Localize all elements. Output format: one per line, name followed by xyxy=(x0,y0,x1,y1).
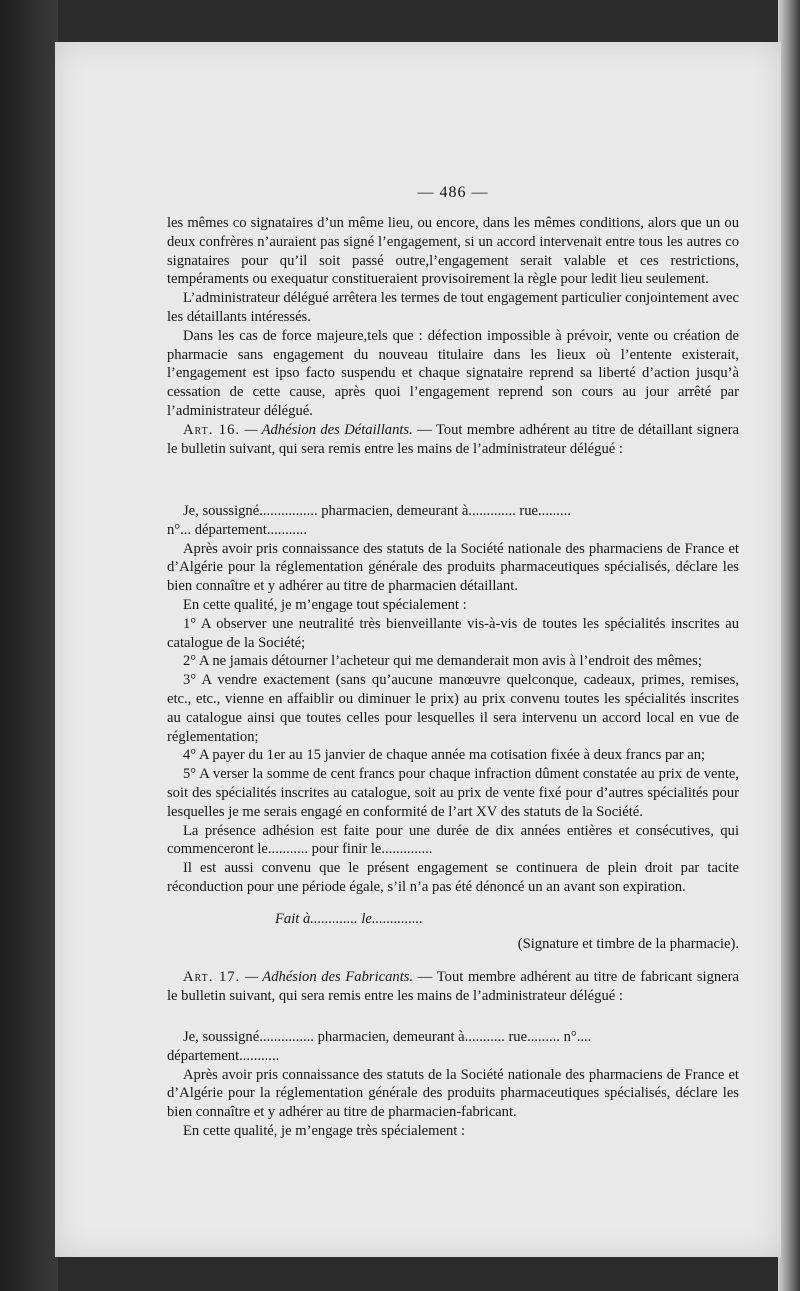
article-17-heading xyxy=(167,968,739,1006)
renewal-paragraph: Il est aussi convenu que le présent engagement se continuera de plein droit par tacite réconduction pour une période égale, s’il n’a pas été dénoncé un an avant son expiration. xyxy=(167,860,739,895)
article-17 xyxy=(167,968,739,1006)
form-line-name: Je, soussigné............... pharmacien, demeurant à........... rue......... n°.... xyxy=(183,1029,592,1045)
document-page xyxy=(55,42,781,1257)
scan-background-left xyxy=(0,0,58,1291)
article-17-intro: — Tout membre adhérent au titre de fabricant signera le bulletin suivant, qui sera remis entre les mains de l’administrateur délégué : xyxy=(167,969,739,1004)
article-16-heading xyxy=(167,421,739,459)
page-number: — 486 — xyxy=(417,184,489,201)
scan-page-edge-right xyxy=(778,0,800,1291)
article-16-title: — Adhésion des Détaillants. xyxy=(244,421,413,438)
duration-paragraph: La présence adhésion est faite pour une durée de dix années entières et consécutives, qui commenceront le........... pour finir le.............. xyxy=(167,822,739,858)
paragraph-force-majeure: Dans les cas de force majeure,tels que : défection impossible à prévoir, vente ou création de pharmacie sans engagement du nouveau titulaire dans les lieux où l’entente existerait, l’engagement est ipso facto suspendu et chaque signataire reprend sa liberté d’action jusqu’à cessation de cette cause, après quoi l’engagement reprend son cours au jour arrêté par l’administrateur délégué. xyxy=(167,327,739,419)
declaration-paragraph: Après avoir pris connaissance des statuts de la Société nationale des pharmaciens de France et d’Algérie pour la réglementation générale des produits pharmaceutiques spécialisés, déclare les bien connaître et y adhérer au titre de pharmacien-fabricant. xyxy=(167,1066,739,1121)
engagement-item-5: 5° A verser la somme de cent francs pour chaque infraction dûment constatée au prix de vente, soit des spécialités inscrites au catalogue, soit au prix de vente fixé pour d’autres spécialités pour lesquelles je me serais engagé en conformité de l’art XV des statuts de la Société. xyxy=(167,766,739,820)
engagement-intro: En cette qualité, je m’engage tout spécialement : xyxy=(183,596,467,613)
engagement-item-4: 4° A payer du 1er au 15 janvier de chaque année ma cotisation fixée à deux francs par an; xyxy=(183,747,706,764)
form-line-department: n°... département........... xyxy=(167,521,307,538)
paragraph-continuation xyxy=(167,214,739,458)
article-16-number: Art. 16. xyxy=(183,421,241,438)
article-16-intro: — Tout membre adhérent au titre de détaillant signera le bulletin suivant, qui sera remis entre les mains de l’administrateur délégué : xyxy=(167,421,740,457)
form-line-department: département........... xyxy=(167,1047,280,1064)
engagement-item-2: 2° A ne jamais détourner l’acheteur qui me demanderait mon avis à l’endroit des mêmes; xyxy=(183,653,702,670)
declaration-paragraph: Après avoir pris connaissance des statuts de la Société nationale des pharmaciens de France et d’Algérie pour la réglementation générale des produits pharmaceutiques spécialisés, déclare les bien connaître et y adhérer au titre de pharmacien détaillant. xyxy=(167,540,739,595)
form-line-name: Je, soussigné................ pharmacien, demeurant à............. rue......... xyxy=(183,503,571,519)
engagement-item-1: 1° A observer une neutralité très bienveillante vis-à-vis de toutes les spécialités inscrites au catalogue de la Société; xyxy=(167,615,739,651)
fait-line: Fait à............. le.............. xyxy=(275,911,423,927)
paragraph-restrictions: les mêmes co signataires d’un même lieu, ou encore, dans les mêmes conditions, alors que un ou deux confrères n’auraient pas signé l’engagement, si un accord intervenait entre tous les autres co signataires pour qu’il soit passé outre,l’engagement serait valable et ces restrictions, tempéraments ou exequatur constitueraient provisoirement la règle pour ledit lieu seulement. xyxy=(167,215,739,288)
article-17-number: Art. 17. xyxy=(183,969,241,985)
engagement-item-3: 3° A vendre exactement (sans qu’aucune manœuvre quelconque, cadeaux, primes, remises, etc., etc., vienne en affaiblir ou diminuer le prix) au prix convenu toutes les spécialités inscrites au catalogue ainsi que toutes celles pour lesquelles il sera intervenu un accord local en vue de réglementation; xyxy=(167,672,739,745)
signature-block xyxy=(167,910,739,954)
article-17-form xyxy=(167,1028,739,1141)
signature-line: (Signature et timbre de la pharmacie). xyxy=(517,935,739,952)
article-16-form xyxy=(167,502,739,897)
article-17-title: — Adhésion des Fabricants. xyxy=(244,969,414,985)
paragraph-administrator: L’administrateur délégué arrêtera les termes de tout engagement particulier conjointement avec les détaillants intéressés. xyxy=(167,290,739,325)
engagement-intro: En cette qualité, je m’engage très spécialement : xyxy=(183,1122,466,1139)
